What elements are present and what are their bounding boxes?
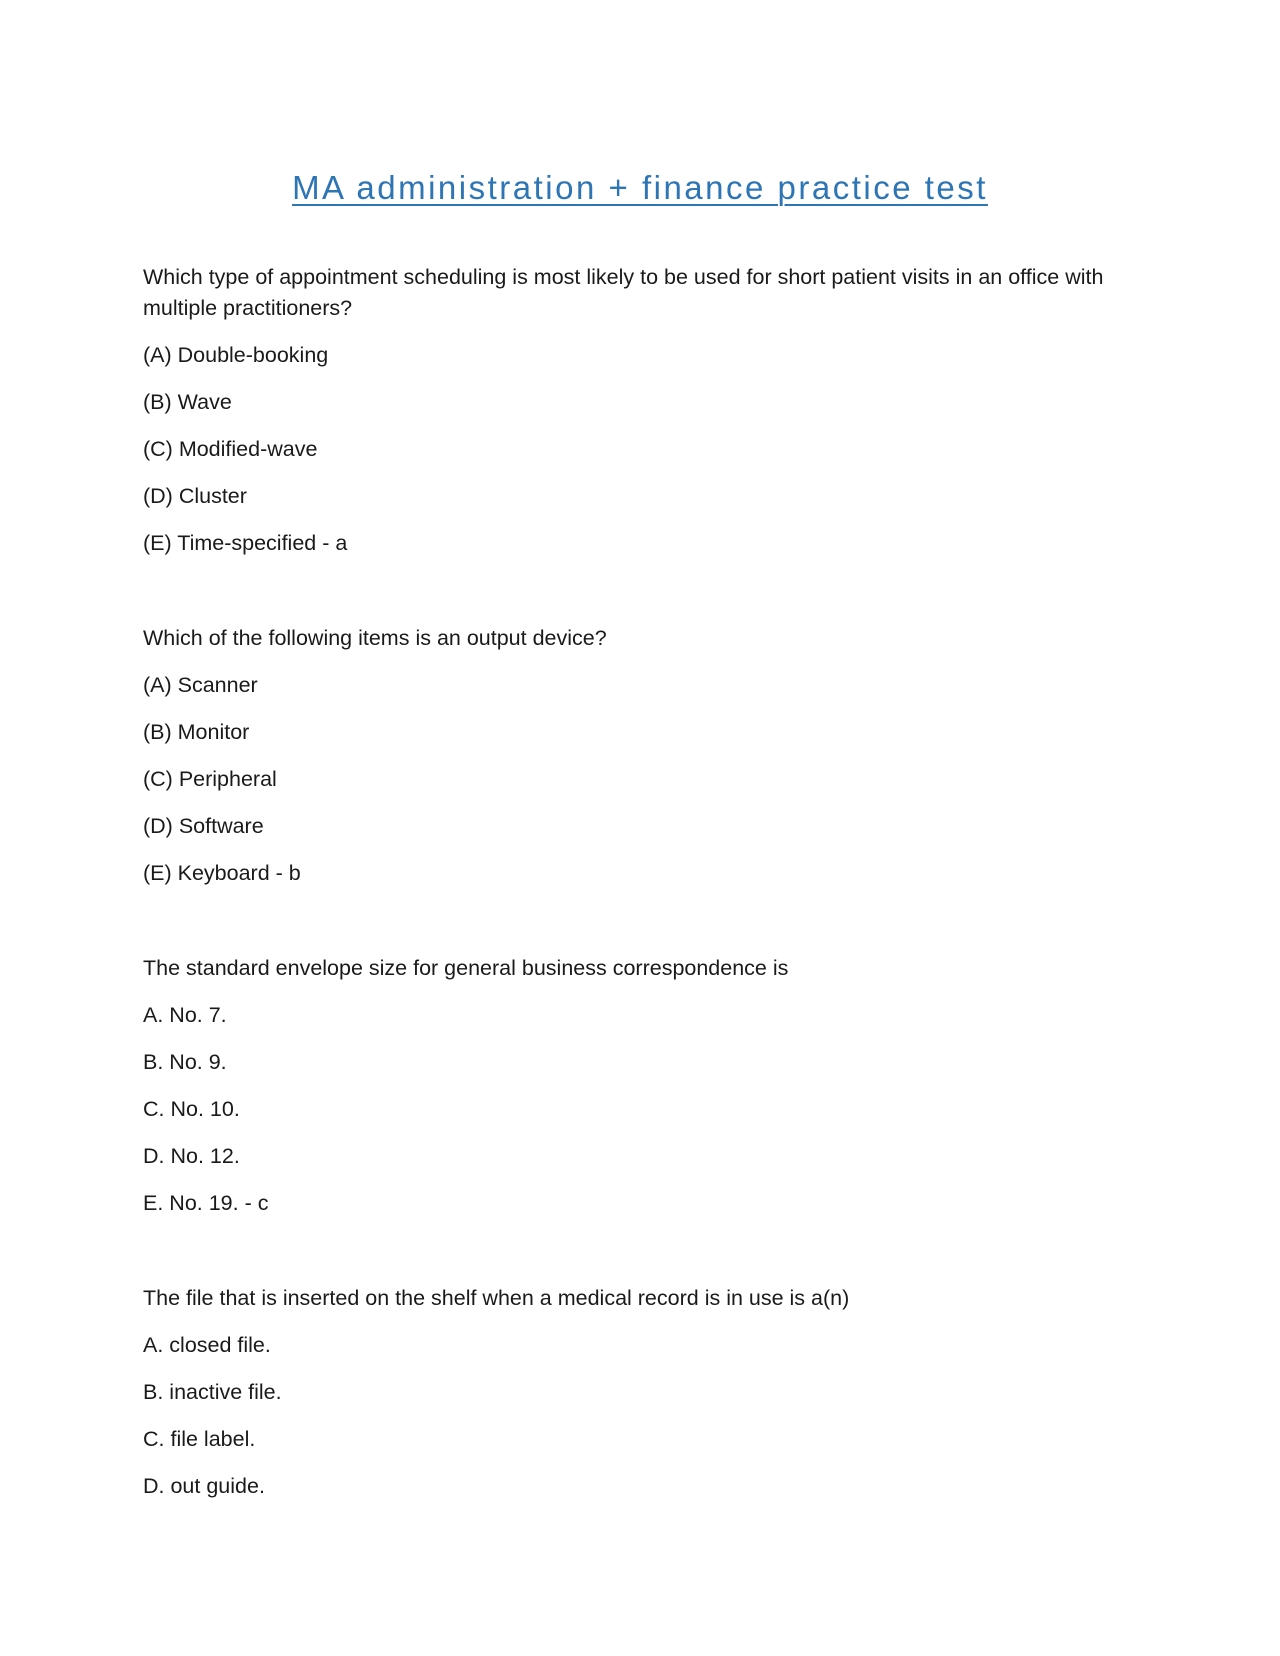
answer-option: B. inactive file. [143, 1380, 282, 1404]
answer-option: E. No. 19. - c [143, 1191, 269, 1215]
answer-option: D. No. 12. [143, 1144, 240, 1168]
answer-option: (D) Cluster [143, 484, 247, 508]
answer-option: (A) Scanner [143, 673, 258, 697]
question-text: The standard envelope size for general business correspondence is [143, 956, 789, 980]
answer-option: (C) Modified-wave [143, 437, 318, 461]
answer-option: (A) Double-booking [143, 343, 329, 367]
answer-option: C. file label. [143, 1427, 256, 1451]
answer-option: C. No. 10. [143, 1097, 240, 1121]
answer-option: B. No. 9. [143, 1050, 227, 1074]
answer-option: (E) Time-specified - a [143, 531, 348, 555]
answer-option: (E) Keyboard - b [143, 861, 301, 885]
question-text: Which of the following items is an output device? [143, 626, 607, 650]
answer-option: (C) Peripheral [143, 767, 277, 791]
answer-option: (B) Wave [143, 390, 232, 414]
answer-option: A. No. 7. [143, 1003, 227, 1027]
answer-option: (B) Monitor [143, 720, 250, 744]
question-text: The file that is inserted on the shelf when a medical record is in use is a(n) [143, 1286, 850, 1310]
answer-option: A. closed file. [143, 1333, 271, 1357]
document-title: MA administration + finance practice test [292, 169, 988, 206]
answer-option: (D) Software [143, 814, 264, 838]
question-text: Which type of appointment scheduling is most likely to be used for short patient visits in an office with multiple practitioners? [143, 265, 1104, 320]
answer-option: D. out guide. [143, 1474, 265, 1498]
